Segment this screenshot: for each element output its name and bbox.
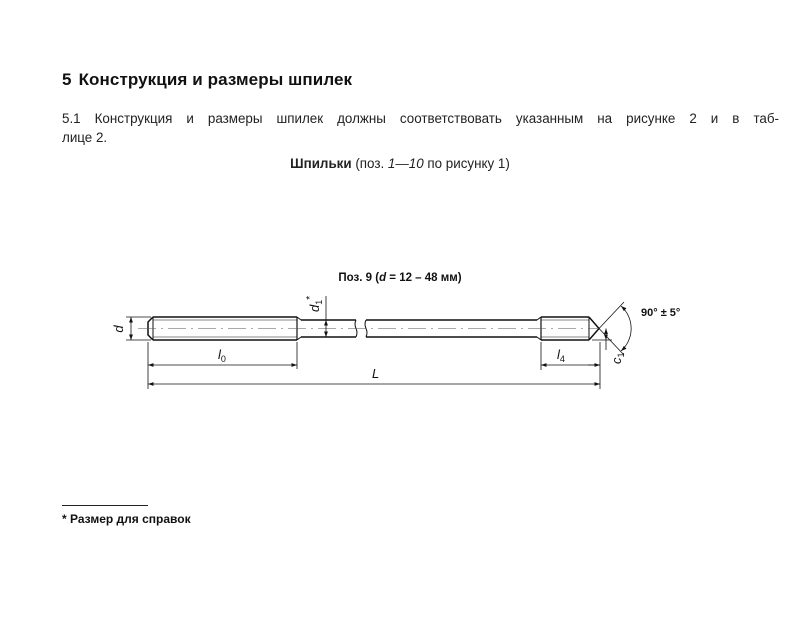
caption-post: по рисунку 1) <box>423 156 510 171</box>
position-title: Поз. 9 (d = 12 – 48 мм) <box>338 272 462 284</box>
paragraph-line-2: лице 2. <box>62 130 108 145</box>
label-l0: $l_0$ <box>218 347 226 364</box>
footnote-rule <box>62 505 148 506</box>
footnote: * Размер для справок <box>62 512 191 526</box>
caption-bold: Шпильки <box>290 156 352 171</box>
paragraph-line-1: 5.1 Конструкция и размеры шпилек должны соответствовать указанным на рисунке 2 и в таб- <box>62 111 779 126</box>
angle-dimension <box>599 302 631 355</box>
section-title: Конструкция и размеры шпилек <box>78 70 353 89</box>
label-c1: $c_1$ <box>609 352 626 364</box>
label-angle: 90° ± 5° <box>641 307 681 319</box>
dimension-l0 <box>148 342 297 389</box>
caption-pre: (поз. <box>351 156 388 171</box>
label-L: L <box>372 366 380 381</box>
label-d: d <box>111 325 126 333</box>
label-d1: $d_1^*$ <box>305 295 324 312</box>
caption-italic: 1—10 <box>387 156 424 171</box>
dimension-l4 <box>541 342 600 370</box>
label-l4: $l_4$ <box>557 347 565 364</box>
section-number: 5 <box>62 70 72 89</box>
